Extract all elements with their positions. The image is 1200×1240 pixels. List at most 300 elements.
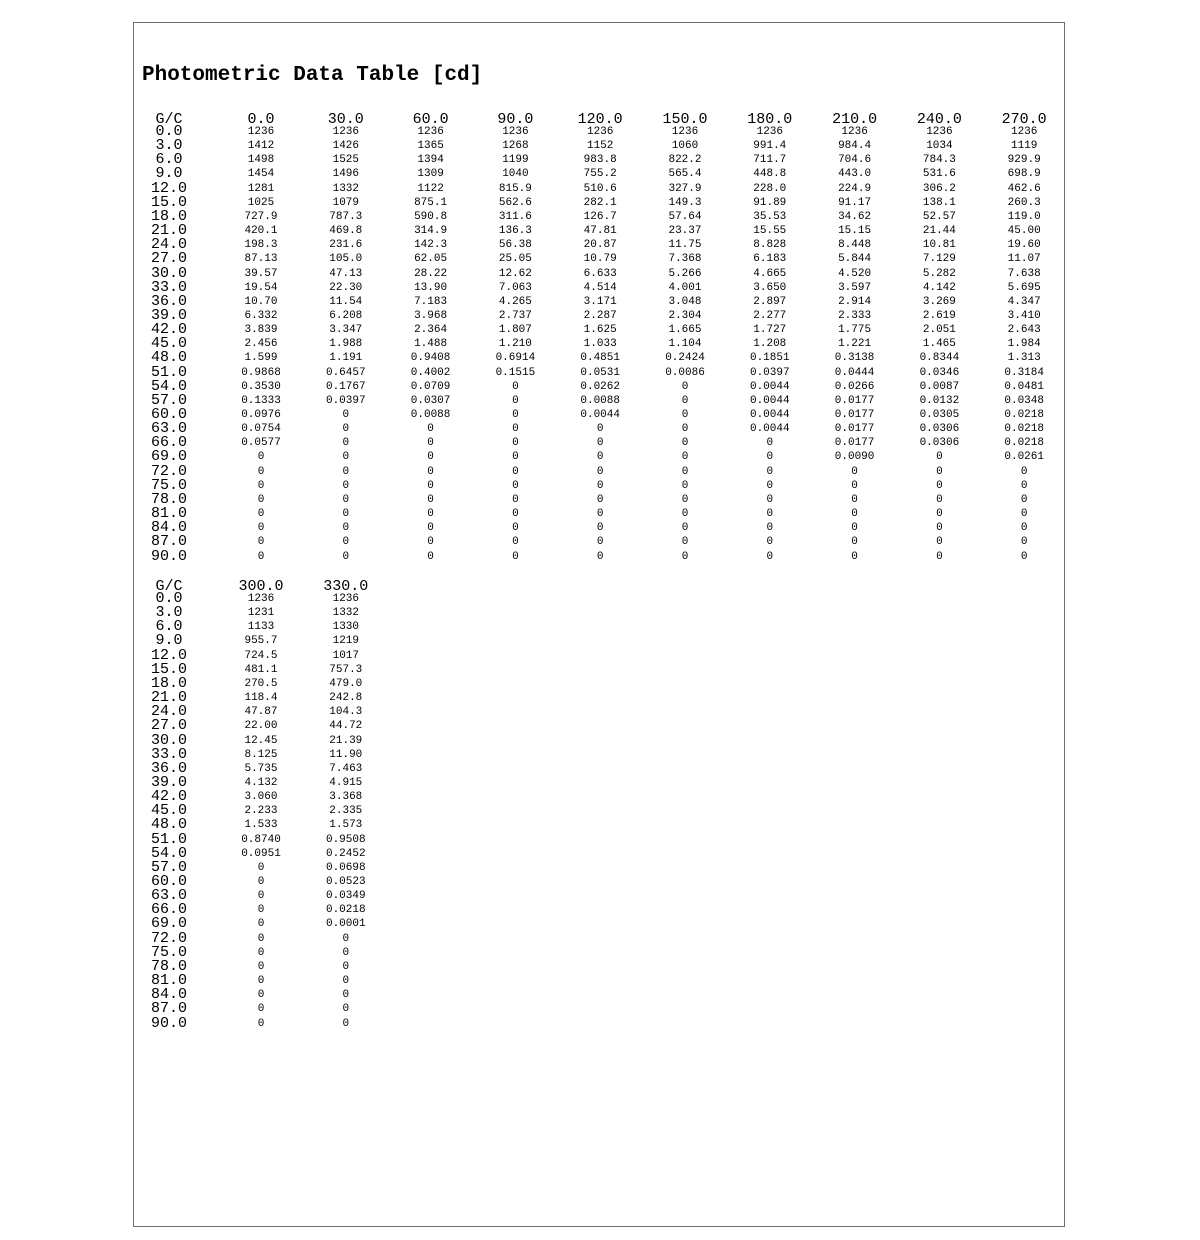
intensity-cell: 1.573 (329, 819, 363, 832)
intensity-cell: 0 (766, 536, 774, 549)
intensity-cell: 0 (342, 508, 350, 521)
gamma-angle-label: 15.0 (150, 660, 187, 678)
intensity-cell: 0 (427, 437, 434, 450)
intensity-cell: 1.599 (244, 352, 278, 365)
intensity-cell: 0.0044 (749, 380, 790, 393)
intensity-cell: 1.210 (498, 338, 532, 351)
intensity-cell: 0.0218 (1004, 423, 1044, 436)
intensity-cell: 2.643 (1007, 324, 1041, 337)
gamma-angle-label: 30.0 (150, 264, 187, 282)
intensity-cell: 991.4 (753, 140, 787, 153)
intensity-cell: 87.13 (244, 253, 278, 266)
gamma-angle-label: 72.0 (150, 462, 187, 480)
gamma-angle-label: 48.0 (150, 816, 187, 834)
intensity-cell: 1079 (332, 196, 359, 209)
gamma-angle-label: 36.0 (150, 292, 187, 310)
intensity-cell: 3.269 (922, 295, 956, 308)
intensity-cell: 784.3 (922, 154, 956, 167)
intensity-cell: 0 (342, 522, 350, 535)
intensity-cell: 2.456 (244, 338, 278, 351)
intensity-cell: 1268 (502, 140, 529, 153)
intensity-cell: 727.9 (244, 210, 278, 223)
intensity-cell: 0 (427, 465, 434, 478)
intensity-cell: 0 (936, 465, 943, 478)
intensity-cell: 3.171 (583, 295, 617, 308)
c-plane-header: 270.0 (1001, 111, 1047, 128)
c-plane-header: 180.0 (747, 111, 793, 128)
intensity-cell: 2.233 (244, 805, 278, 818)
gamma-angle-label: 84.0 (150, 986, 187, 1004)
intensity-cell: 0 (342, 465, 350, 478)
intensity-cell: 5.282 (922, 267, 956, 280)
gamma-angle-label: 33.0 (150, 278, 187, 296)
intensity-cell: 0.0218 (1004, 409, 1044, 421)
intensity-cell: 929.9 (1007, 154, 1041, 167)
intensity-cell: 0 (512, 508, 519, 521)
intensity-cell: 875.1 (414, 196, 448, 209)
intensity-cell: 62.05 (414, 253, 448, 266)
intensity-cell: 0 (512, 394, 519, 407)
intensity-cell: 0 (851, 536, 858, 549)
intensity-cell: 34.62 (838, 210, 872, 223)
intensity-cell: 0.0088 (410, 409, 451, 421)
intensity-cell: 25.05 (498, 253, 532, 266)
intensity-cell: 2.335 (329, 805, 363, 818)
page-title: Photometric Data Table [cd] (142, 64, 483, 87)
intensity-cell: 35.53 (753, 210, 787, 223)
intensity-cell: 0 (1020, 479, 1028, 492)
intensity-cell: 0.2424 (665, 352, 705, 365)
intensity-cell: 6.332 (244, 309, 278, 322)
intensity-cell: 1236 (247, 593, 275, 605)
intensity-cell: 0.8344 (919, 352, 960, 365)
intensity-cell: 0.4851 (580, 352, 620, 365)
intensity-cell: 1236 (1010, 126, 1038, 138)
intensity-cell: 327.9 (668, 182, 702, 195)
gamma-angle-label: 87.0 (150, 1000, 187, 1018)
gamma-angle-label: 27.0 (150, 250, 187, 268)
intensity-cell: 6.633 (583, 267, 617, 280)
intensity-cell: 0 (512, 479, 519, 492)
gamma-angle-label: 9.0 (155, 165, 183, 183)
intensity-cell: 0 (596, 451, 604, 464)
intensity-cell: 260.3 (1007, 196, 1041, 209)
intensity-cell: 1219 (332, 635, 359, 648)
gamma-angle-label: 3.0 (155, 137, 183, 155)
intensity-cell: 0.1851 (749, 352, 790, 365)
intensity-cell: 3.968 (414, 309, 448, 322)
intensity-cell: 0 (257, 479, 265, 492)
intensity-cell: 0 (766, 522, 774, 535)
intensity-cell: 0 (257, 493, 265, 506)
intensity-cell: 1309 (417, 168, 444, 181)
intensity-cell: 1.727 (753, 324, 787, 337)
intensity-cell: 0.0306 (919, 423, 960, 436)
c-plane-header: 150.0 (662, 111, 708, 128)
intensity-cell: 22.00 (244, 720, 278, 733)
intensity-cell: 0.1515 (495, 366, 536, 379)
intensity-cell: 242.8 (329, 692, 363, 705)
intensity-cell: 0 (427, 423, 434, 436)
intensity-cell: 0 (342, 932, 350, 945)
intensity-cell: 0 (427, 451, 434, 464)
intensity-cell: 0.0262 (580, 380, 620, 393)
intensity-cell: 0 (681, 451, 689, 464)
gamma-angle-label: 21.0 (150, 222, 187, 240)
intensity-cell: 0 (257, 890, 265, 903)
intensity-cell: 0 (681, 508, 689, 521)
intensity-cell: 2.897 (753, 295, 787, 308)
gamma-angle-label: 78.0 (150, 490, 187, 508)
intensity-cell: 0 (512, 465, 519, 478)
intensity-cell: 138.1 (922, 196, 956, 209)
intensity-cell: 984.4 (838, 140, 872, 153)
intensity-cell: 5.735 (244, 762, 278, 775)
data-sheet (133, 22, 1065, 1227)
intensity-cell: 0.0531 (580, 366, 620, 379)
intensity-cell: 3.410 (1007, 309, 1041, 322)
intensity-cell: 0.0177 (834, 423, 875, 436)
intensity-cell: 0.3184 (1004, 366, 1044, 379)
intensity-cell: 1.488 (414, 338, 448, 351)
intensity-cell: 1231 (247, 607, 275, 620)
intensity-cell: 0 (342, 451, 350, 464)
intensity-cell: 0 (1020, 493, 1028, 506)
intensity-cell: 11.07 (1007, 253, 1041, 266)
intensity-cell: 11.90 (329, 748, 363, 761)
gamma-angle-label: 60.0 (150, 406, 187, 423)
intensity-cell: 0 (681, 493, 689, 506)
intensity-cell: 0 (512, 493, 519, 506)
c-plane-header: 90.0 (497, 111, 534, 128)
gamma-angle-label: 30.0 (150, 731, 187, 749)
intensity-cell: 0.0305 (919, 409, 960, 421)
intensity-cell: 0 (596, 550, 604, 563)
intensity-cell: 56.38 (498, 239, 532, 252)
gamma-angle-label: 54.0 (150, 844, 187, 862)
intensity-cell: 0.0266 (834, 380, 875, 393)
intensity-cell: 0.0754 (241, 423, 281, 436)
intensity-cell: 0.0086 (665, 366, 705, 379)
intensity-cell: 0 (681, 409, 689, 421)
gamma-angle-label: 60.0 (150, 873, 187, 890)
intensity-cell: 1365 (417, 140, 444, 153)
gamma-angle-label: 27.0 (150, 717, 187, 735)
intensity-cell: 815.9 (498, 182, 532, 195)
intensity-cell: 20.87 (583, 239, 617, 252)
intensity-cell: 39.57 (244, 267, 278, 280)
intensity-cell: 19.60 (1007, 239, 1041, 252)
intensity-cell: 0 (851, 465, 858, 478)
intensity-cell: 4.514 (583, 281, 617, 294)
intensity-cell: 0 (681, 394, 689, 407)
intensity-cell: 983.8 (583, 154, 617, 167)
intensity-cell: 0 (851, 522, 858, 535)
intensity-cell: 1525 (332, 154, 359, 167)
intensity-cell: 0 (851, 479, 858, 492)
c-plane-header: 330.0 (323, 578, 369, 595)
intensity-cell: 1.191 (329, 352, 363, 365)
intensity-cell: 105.0 (329, 253, 363, 266)
intensity-cell: 22.30 (329, 281, 363, 294)
intensity-cell: 0 (257, 861, 265, 874)
intensity-cell: 1332 (332, 607, 359, 620)
gamma-angle-label: 18.0 (150, 674, 187, 692)
gamma-angle-label: 12.0 (150, 179, 187, 197)
intensity-cell: 0 (257, 536, 265, 549)
intensity-cell: 45.00 (1007, 225, 1041, 238)
intensity-cell: 1.221 (838, 338, 872, 351)
intensity-cell: 1236 (332, 593, 359, 605)
intensity-cell: 510.6 (583, 182, 617, 195)
intensity-cell: 0.6914 (495, 352, 536, 365)
intensity-cell: 0 (257, 960, 265, 973)
intensity-cell: 0 (342, 975, 350, 988)
intensity-cell: 704.6 (838, 154, 872, 167)
intensity-cell: 2.051 (922, 324, 956, 337)
intensity-cell: 590.8 (414, 210, 448, 223)
intensity-cell: 3.650 (753, 281, 787, 294)
intensity-cell: 224.9 (838, 182, 872, 195)
gamma-angle-label: 72.0 (150, 929, 187, 947)
gamma-angle-label: 0.0 (155, 590, 183, 607)
intensity-cell: 1.465 (922, 338, 956, 351)
intensity-cell: 1199 (502, 154, 529, 167)
intensity-cell: 0 (596, 479, 604, 492)
gamma-angle-label: 78.0 (150, 957, 187, 975)
intensity-cell: 0 (342, 1017, 350, 1030)
intensity-cell: 11.54 (329, 295, 363, 308)
intensity-cell: 0 (512, 409, 519, 421)
intensity-cell: 0 (936, 550, 943, 563)
intensity-cell: 0 (766, 465, 774, 478)
intensity-cell: 2.287 (583, 309, 617, 322)
intensity-cell: 0.8740 (241, 833, 281, 846)
intensity-cell: 3.347 (329, 324, 363, 337)
intensity-cell: 1236 (926, 126, 953, 138)
intensity-cell: 104.3 (329, 706, 363, 719)
intensity-cell: 1034 (926, 140, 953, 153)
intensity-cell: 0.0218 (325, 904, 366, 917)
intensity-cell: 4.142 (922, 281, 956, 294)
gamma-angle-label: 24.0 (150, 236, 187, 254)
intensity-cell: 0.0218 (1004, 437, 1044, 450)
intensity-cell: 0.2452 (325, 847, 366, 860)
gamma-angle-label: 54.0 (150, 377, 187, 395)
intensity-cell: 0.0090 (834, 451, 875, 464)
intensity-cell: 0.0397 (749, 366, 790, 379)
intensity-cell: 1.988 (329, 338, 363, 351)
intensity-cell: 142.3 (414, 239, 448, 252)
intensity-cell: 47.81 (583, 225, 617, 238)
intensity-cell: 0 (512, 550, 519, 563)
intensity-cell: 1040 (502, 168, 529, 181)
intensity-cell: 0 (342, 536, 350, 549)
intensity-cell: 0.0523 (325, 876, 366, 888)
intensity-cell: 1236 (586, 126, 614, 138)
intensity-cell: 1236 (841, 126, 868, 138)
intensity-cell: 0 (257, 975, 265, 988)
intensity-cell: 228.0 (753, 182, 787, 195)
intensity-cell: 52.57 (922, 210, 956, 223)
intensity-cell: 0 (342, 437, 350, 450)
intensity-cell: 0 (596, 423, 604, 436)
intensity-cell: 481.1 (244, 663, 278, 676)
intensity-cell: 136.3 (498, 225, 532, 238)
intensity-cell: 4.915 (329, 776, 363, 789)
intensity-cell: 0.0044 (749, 423, 790, 436)
intensity-cell: 1498 (247, 154, 275, 167)
intensity-cell: 10.79 (583, 253, 617, 266)
intensity-cell: 0 (596, 465, 604, 478)
intensity-cell: 0 (936, 508, 943, 521)
gamma-angle-label: 48.0 (150, 349, 187, 367)
intensity-cell: 0 (1020, 550, 1028, 563)
gamma-angle-label: 75.0 (150, 476, 187, 494)
intensity-cell: 1426 (332, 140, 359, 153)
intensity-cell: 1133 (247, 621, 275, 634)
gamma-angle-label: 6.0 (155, 618, 183, 636)
c-plane-header: 210.0 (832, 111, 878, 128)
intensity-cell: 15.55 (753, 225, 787, 238)
gamma-angle-label: 84.0 (150, 519, 187, 537)
intensity-cell: 1025 (247, 196, 275, 209)
intensity-cell: 698.9 (1007, 168, 1041, 181)
intensity-cell: 0 (681, 437, 689, 450)
intensity-cell: 0 (851, 550, 858, 563)
intensity-cell: 0 (596, 437, 604, 450)
intensity-cell: 0.0087 (919, 380, 960, 393)
gamma-angle-label: 66.0 (150, 901, 187, 919)
intensity-cell: 0 (257, 508, 265, 521)
intensity-cell: 0 (257, 1003, 265, 1016)
intensity-cell: 5.844 (838, 253, 872, 266)
intensity-cell: 0 (512, 522, 519, 535)
intensity-cell: 0 (257, 1017, 265, 1030)
intensity-cell: 11.75 (668, 239, 702, 252)
intensity-cell: 0 (766, 451, 774, 464)
intensity-cell: 0 (766, 550, 774, 563)
intensity-cell: 0 (427, 479, 434, 492)
intensity-cell: 231.6 (329, 239, 363, 252)
intensity-cell: 0 (681, 536, 689, 549)
intensity-cell: 0.1333 (241, 394, 281, 407)
intensity-cell: 955.7 (244, 635, 278, 648)
intensity-cell: 0.0001 (325, 918, 366, 931)
intensity-cell: 469.8 (329, 225, 363, 238)
intensity-cell: 0 (936, 522, 943, 535)
intensity-cell: 4.001 (668, 281, 702, 294)
intensity-cell: 0.0976 (241, 409, 281, 421)
intensity-cell: 1.625 (583, 324, 617, 337)
intensity-cell: 0.0698 (325, 861, 366, 874)
intensity-cell: 1236 (332, 126, 359, 138)
intensity-cell: 1236 (502, 126, 529, 138)
intensity-cell: 3.048 (668, 295, 702, 308)
intensity-cell: 1.775 (838, 324, 872, 337)
intensity-cell: 2.277 (753, 309, 787, 322)
intensity-cell: 0.0088 (580, 394, 620, 407)
gamma-angle-label: 75.0 (150, 943, 187, 961)
intensity-cell: 0.0177 (834, 409, 875, 421)
intensity-cell: 0 (427, 536, 434, 549)
intensity-cell: 0.0132 (919, 394, 960, 407)
gamma-angle-label: 6.0 (155, 151, 183, 169)
intensity-cell: 126.7 (583, 210, 617, 223)
intensity-cell: 0 (936, 536, 943, 549)
intensity-cell: 0 (257, 465, 265, 478)
intensity-cell: 0 (257, 550, 265, 563)
intensity-cell: 565.4 (668, 168, 702, 181)
intensity-cell: 1281 (247, 182, 275, 195)
intensity-cell: 5.266 (668, 267, 702, 280)
intensity-cell: 0 (512, 380, 519, 393)
intensity-cell: 0.0577 (241, 437, 281, 450)
row-header-label: G/C (155, 111, 183, 128)
c-plane-header: 0.0 (247, 111, 275, 128)
intensity-cell: 1412 (247, 140, 275, 153)
intensity-cell: 3.839 (244, 324, 278, 337)
c-plane-header: 240.0 (916, 111, 962, 128)
intensity-cell: 0.0044 (749, 409, 790, 421)
intensity-cell: 0.1767 (325, 380, 366, 393)
gamma-angle-label: 15.0 (150, 193, 187, 211)
intensity-cell: 0 (936, 479, 943, 492)
intensity-cell: 1330 (332, 621, 359, 634)
intensity-cell: 0.9868 (241, 366, 281, 379)
gamma-angle-label: 36.0 (150, 759, 187, 777)
intensity-cell: 0 (257, 932, 265, 945)
intensity-cell: 306.2 (922, 182, 956, 195)
intensity-cell: 0 (512, 437, 519, 450)
intensity-cell: 0 (512, 536, 519, 549)
intensity-cell: 1.984 (1007, 338, 1041, 351)
intensity-cell: 4.265 (498, 295, 532, 308)
intensity-cell: 0 (257, 989, 265, 1002)
intensity-cell: 1.313 (1007, 352, 1041, 365)
intensity-cell: 0 (257, 904, 265, 917)
gamma-angle-label: 42.0 (150, 788, 187, 806)
intensity-cell: 531.6 (922, 168, 956, 181)
c-plane-header: 300.0 (238, 578, 284, 595)
intensity-cell: 0.0177 (834, 437, 875, 450)
intensity-cell: 0 (1020, 522, 1028, 535)
gamma-angle-label: 42.0 (150, 321, 187, 339)
intensity-cell: 0 (766, 479, 774, 492)
intensity-cell: 4.347 (1007, 295, 1041, 308)
gamma-angle-label: 33.0 (150, 745, 187, 763)
intensity-cell: 0.0307 (410, 394, 451, 407)
intensity-cell: 311.6 (498, 210, 532, 223)
gamma-angle-label: 69.0 (150, 448, 187, 466)
intensity-cell: 0 (257, 946, 265, 959)
intensity-cell: 7.063 (498, 281, 532, 294)
intensity-cell: 0.0044 (580, 409, 620, 421)
intensity-cell: 13.90 (414, 281, 448, 294)
intensity-cell: 0 (342, 960, 350, 973)
intensity-cell: 1236 (247, 126, 275, 138)
intensity-cell: 47.13 (329, 267, 363, 280)
intensity-cell: 0 (427, 522, 434, 535)
intensity-cell: 0 (766, 508, 774, 521)
gamma-angle-label: 21.0 (150, 689, 187, 707)
intensity-cell: 0.0349 (325, 890, 366, 903)
intensity-cell: 2.619 (922, 309, 956, 322)
intensity-cell: 0 (427, 550, 434, 563)
gamma-angle-label: 39.0 (150, 306, 187, 324)
intensity-cell: 2.914 (838, 295, 872, 308)
intensity-cell: 7.463 (329, 762, 363, 775)
